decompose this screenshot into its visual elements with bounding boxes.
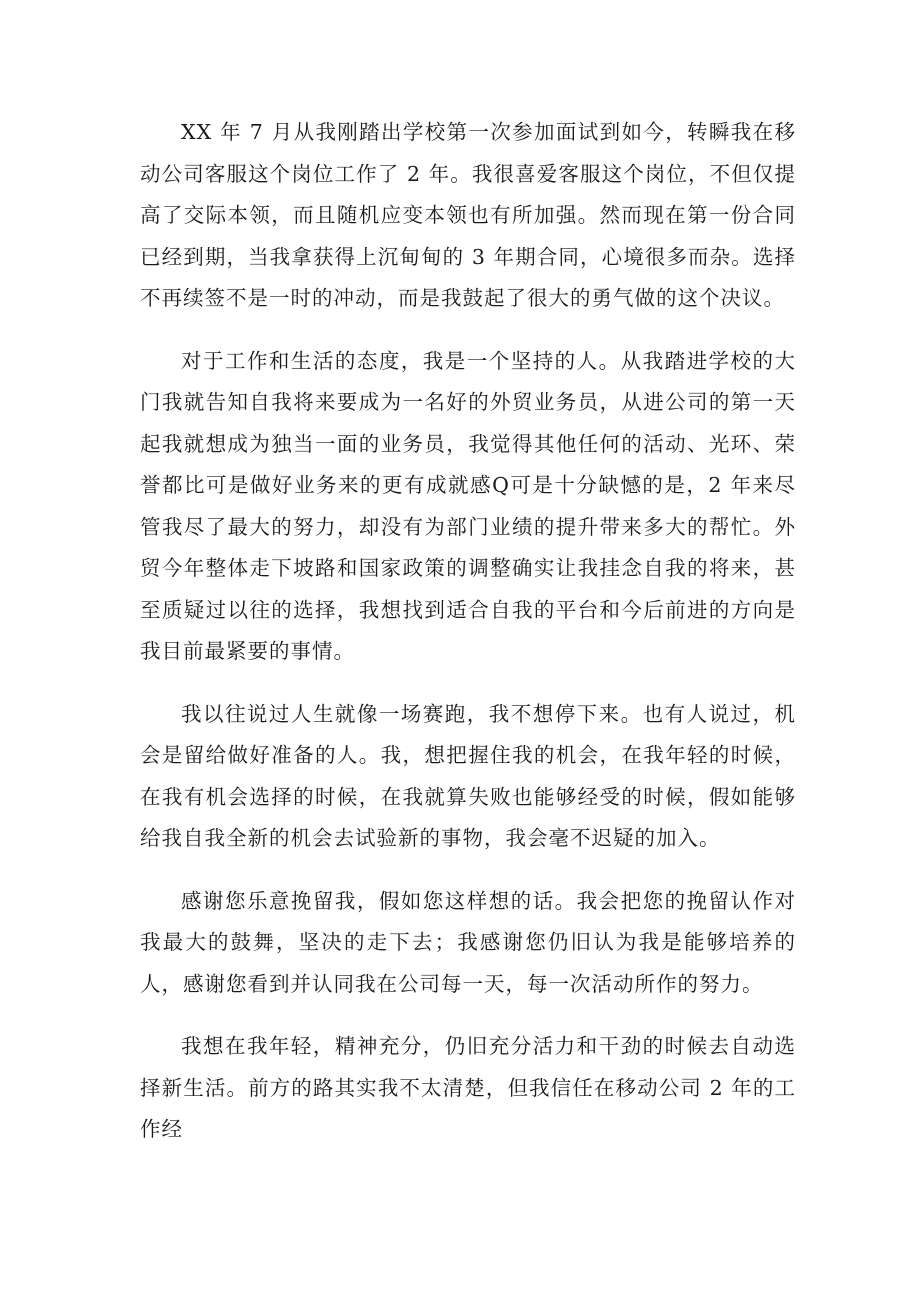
paragraph-5: 我想在我年轻，精神充分，仍旧充分活力和干劲的时候去自动选择新生活。前方的路其实我不太清楚，但我信任在移动公司 2 年的工作经 <box>140 1034 796 1141</box>
paragraph-3: 我以往说过人生就像一场赛跑，我不想停下来。也有人说过，机会是留给做好准备的人。我，想把握住我的机会，在我年轻的时候，在我有机会选择的时候，在我就算失败也能够经受的时候，假如能够给我自我全新的机会去试验新的事物，我会毫不迟疑的加入。 <box>140 701 796 850</box>
paragraph-1: XX 年 7 月从我刚踏出学校第一次参加面试到如今，转瞬我在移动公司客服这个岗位工作了 2 年。我很喜爱客服这个岗位，不但仅提高了交际本领，而且随机应变本领也有所加强。然而现在第一份合同已经到期，当我拿获得上沉甸甸的 3 年期合同，心境很多而杂。选择不再续签不是一时的冲动，而是我鼓起了很大的勇气做的这个决议。 <box>140 120 796 310</box>
document-body <box>140 112 796 1172</box>
paragraph-2: 对于工作和生活的态度，我是一个坚持的人。从我踏进学校的大门我就告知自我将来要成为一名好的外贸业务员，从进公司的第一天起我就想成为独当一面的业务员，我觉得其他任何的活动、光环、荣誉都比可是做好业务来的更有成就感Q可是十分缺憾的是，2 年来尽管我尽了最大的努力，却没有为部门业绩的提升带来多大的帮忙。外贸今年整体走下坡路和国家政策的调整确实让我挂念自我的将来，甚至质疑过以往的选择，我想找到适合自我的平台和今后前进的方向是我目前最紧要的事情。 <box>140 348 796 663</box>
paragraph-4: 感谢您乐意挽留我，假如您这样想的话。我会把您的挽留认作对我最大的鼓舞，坚决的走下去；我感谢您仍旧认为我是能够培养的人，感谢您看到并认同我在公司每一天，每一次活动所作的努力。 <box>140 888 796 996</box>
